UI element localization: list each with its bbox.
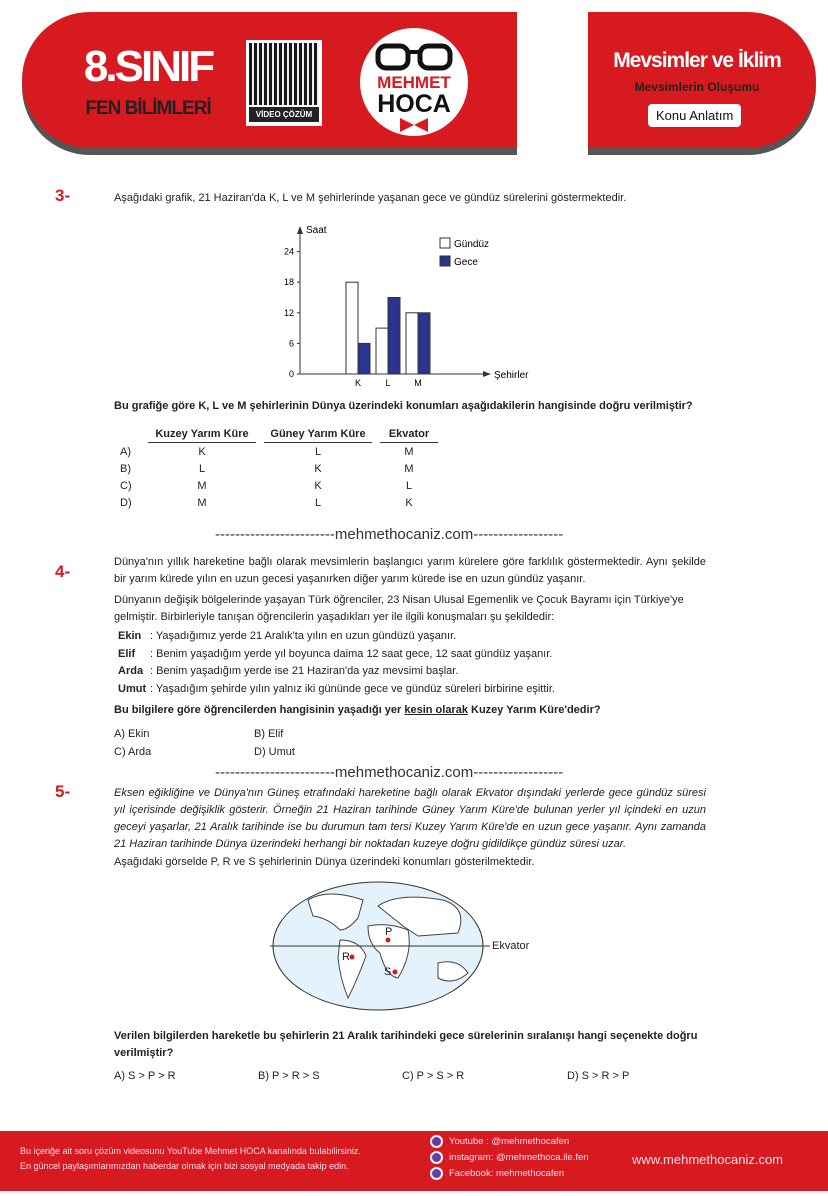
col-header: Güney Yarım Küre: [264, 426, 372, 443]
question-number: 3-: [55, 186, 71, 205]
bowtie-icon: [400, 118, 428, 132]
speaker-list: [118, 628, 555, 698]
speaker-line: Umut : Yaşadığım şehirde yılın yalnız iki gününde gece ve gündüz süreleri birbirine eşittir.: [118, 682, 555, 695]
logo: [360, 28, 468, 136]
equator-label: Ekvator: [492, 940, 530, 952]
q5-paragraph-1: Eksen eğikliğine ve Dünya'nın Güneş etrafındaki hareketine bağlı olarak Ekvator dışındaki yerlerde gece gündüz süresi yıl içerisinde değişiklik gösterir. Örneğin 21 Haziran tarihinde Güney Yarım Küre'de bulunan yerler yıl içindeki en uzun geceyi yaşarlar, 21 Aralık tarihinde ise bu durumun tam tersi Kuzey Yarım Küre'de en uzun gece yaşanır. Aynı zamanda 21 Haziran tarihinde Dünya üzerindeki herhangi bir noktadan kuzeye doğru gidildikçe gündüz süresi uzar.: [114, 787, 706, 850]
city-r-label: R: [342, 951, 350, 963]
option-b[interactable]: B) Elif: [254, 728, 284, 740]
bar-gündüz-M: [406, 313, 418, 374]
q5-question: Verilen bilgilerden hareketle bu şehirlerin 21 Aralık tarihindeki gece sürelerinin sıralanışı hangi seçenekte doğru verilmiştir?: [114, 1030, 698, 1059]
bar-chart: [260, 220, 560, 390]
option-a[interactable]: A) Ekin: [114, 728, 150, 740]
qr-label: VİDEO ÇÖZÜM: [249, 107, 319, 122]
youtube-link[interactable]: Youtube : @mehmethocafen: [430, 1134, 589, 1150]
city-r-marker: [350, 955, 355, 960]
bar-gündüz-K: [346, 282, 358, 374]
q3-options-table: [112, 426, 446, 511]
speaker-line: Elif : Benim yaşadığım yerde yıl boyunca daima 12 saat gece, 12 saat gündüz yaşanır.: [118, 647, 553, 660]
bar-gece-M: [418, 313, 430, 374]
legend-label: Gece: [454, 257, 478, 268]
x-axis-label: Şehirler: [494, 370, 529, 381]
question-number: 5-: [55, 782, 71, 801]
y-tick-label: 12: [283, 307, 294, 318]
city-p-label: P: [385, 926, 393, 938]
x-tick-label: K: [354, 378, 362, 388]
grade-title: 8.SINIF: [83, 42, 213, 91]
logo-text-top: MEHMET: [377, 73, 451, 92]
q5-paragraph-2: Aşağıdaki görselde P, R ve S şehirlerinin Dünya üzerindeki konumları gösterilmektedir.: [114, 856, 535, 868]
col-header: Kuzey Yarım Küre: [148, 426, 256, 443]
x-tick-label: M: [414, 378, 422, 388]
city-s-label: S: [384, 966, 392, 978]
x-axis-arrow: [483, 371, 491, 377]
speaker-line: Ekin : Yaşadığımız yerde 21 Aralık'ta yılın en uzun gündüzü yaşanır.: [118, 630, 457, 642]
q3-question: Bu grafiğe göre K, L ve M şehirlerinin Dünya üzerindeki konumları aşağıdakilerin hangisinde doğru verilmiştir?: [114, 400, 693, 412]
instagram-link[interactable]: instagram: @mehmethoca.ile.fen: [430, 1150, 589, 1166]
separator: ------------------------mehmethocaniz.com------------------: [215, 764, 564, 781]
option-d[interactable]: D) Umut: [254, 746, 295, 758]
option-a[interactable]: A) S > P > R: [114, 1070, 176, 1082]
option-d[interactable]: D) S > R > P: [567, 1070, 630, 1082]
facebook-icon: [430, 1167, 443, 1180]
y-tick-label: 6: [288, 338, 294, 349]
y-tick-label: 0: [288, 369, 294, 379]
x-tick-label: L: [385, 378, 391, 388]
option-row[interactable]: D) M L K: [120, 496, 413, 509]
qr-code[interactable]: [246, 40, 322, 126]
footer-text: Bu içeriğe ait soru çözüm videosunu YouTube Mehmet HOCA kanalında bulabilirsiniz. En güncel paylaşımlarımızdan haberdar olmak için bizi sosyal medyada takip edin.: [20, 1146, 361, 1171]
q4-paragraph-1: Dünya'nın yıllık hareketine bağlı olarak mevsimlerin başlangıcı yarım kürelere göre farklılık göstermektedir. Aynı şekilde bir yarım kürede yılın en uzun gecesi yaşanırken diğer yarım kürede ise en uzun gündüz yaşanır.: [114, 556, 706, 585]
bar-gece-L: [388, 298, 400, 375]
qr-code-icon: [249, 43, 319, 105]
option-b[interactable]: B) P > R > S: [258, 1070, 320, 1082]
social-links: [430, 1134, 589, 1182]
city-s-marker: [393, 970, 398, 975]
legend-label: Gündüz: [454, 239, 490, 250]
option-c[interactable]: C) P > S > R: [402, 1070, 465, 1082]
logo-text-bottom: HOCA: [377, 90, 451, 118]
option-row[interactable]: C) M K L: [120, 479, 413, 492]
option-row[interactable]: A) K L M: [120, 445, 414, 458]
q4-question: Bu bilgilere göre öğrencilerden hangisinin yaşadığı yer kesin olarak Kuzey Yarım Küre'dedir?: [114, 704, 601, 716]
col-header: Ekvator: [380, 426, 438, 443]
y-tick-label: 24: [283, 246, 294, 257]
youtube-icon: [430, 1135, 443, 1148]
question-number: 4-: [55, 562, 71, 581]
bar-gündüz-L: [376, 328, 388, 374]
footer: [0, 1131, 828, 1191]
unit-title: Mevsimler ve İklim: [613, 49, 781, 72]
topic-title: Mevsimlerin Oluşumu: [634, 80, 760, 94]
speaker-line: Arda : Benim yaşadığım yerde ise 21 Haziran'da yaz mevsimi başlar.: [118, 665, 459, 677]
y-axis-arrow: [297, 226, 303, 234]
q3-intro: Aşağıdaki grafik, 21 Haziran'da K, L ve M şehirlerinde yaşanan gece ve gündüz sürelerini göstermektedir.: [114, 192, 627, 204]
bar-gece-K: [358, 343, 370, 374]
glasses-icon: [374, 40, 454, 74]
separator: ------------------------mehmethocaniz.com------------------: [215, 526, 564, 543]
konu-anlatim-button[interactable]: Konu Anlatım: [648, 104, 741, 127]
facebook-link[interactable]: Facebook: mehmethocafen: [430, 1166, 589, 1182]
q4-paragraph-2: Dünyanın değişik bölgelerinde yaşayan Türk öğrenciler, 23 Nisan Ulusal Egemenlik ve Çocuk Bayramı için Türkiye'ye gelmiştir. Birbirleriyle tanışan öğrencilerin yaşadıkları yer ile ilgili konuşmaları şu şekildedir:: [114, 594, 684, 623]
y-axis-label: Saat: [306, 225, 327, 236]
website-link[interactable]: www.mehmethocaniz.com: [632, 1152, 783, 1167]
instagram-icon: [430, 1151, 443, 1164]
option-row[interactable]: B) L K M: [120, 462, 414, 475]
subject-title: FEN BİLİMLERİ: [85, 98, 211, 119]
option-c[interactable]: C) Arda: [114, 746, 152, 758]
y-tick-label: 18: [283, 277, 294, 288]
legend-swatch: [440, 238, 450, 248]
legend-swatch: [440, 256, 450, 266]
